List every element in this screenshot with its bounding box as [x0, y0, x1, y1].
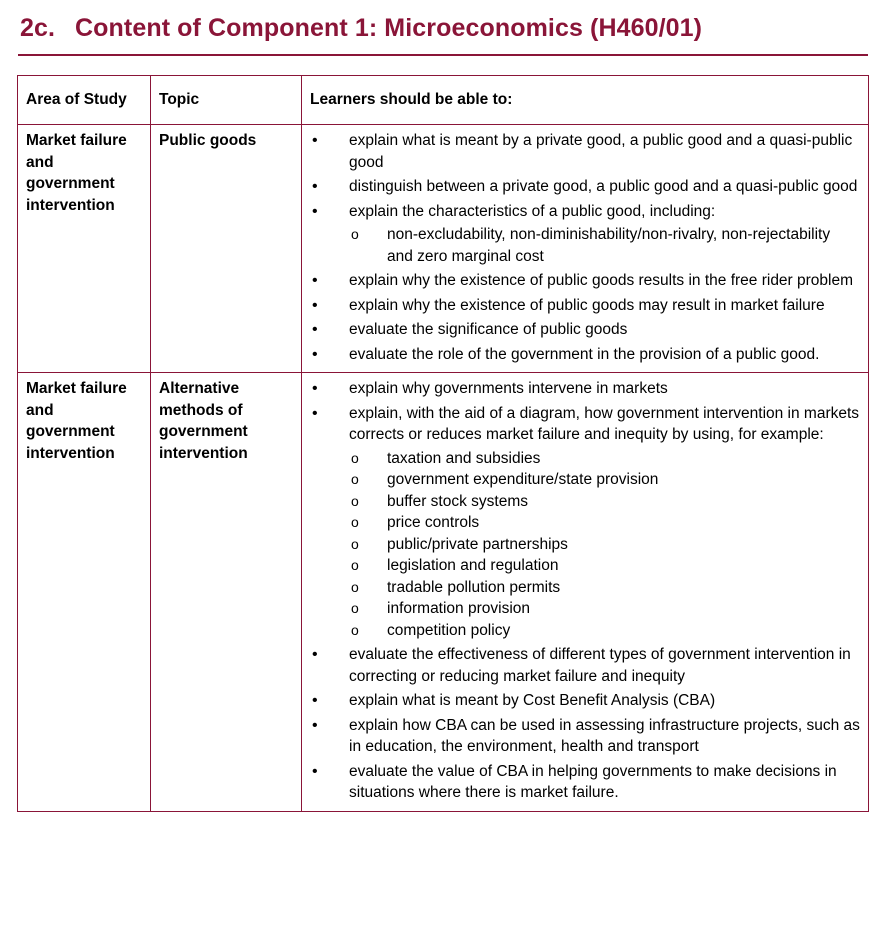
- section-title: Content of Component 1: Microeconomics (H460/01): [75, 14, 703, 42]
- outcome-list: [302, 378, 860, 804]
- header-topic: Topic: [151, 76, 302, 125]
- sub-list-item: o buffer stock systems: [302, 491, 860, 513]
- sub-list: [302, 448, 860, 642]
- sub-list-wrapper: [302, 224, 860, 267]
- list-item: • evaluate the significance of public goods: [302, 319, 860, 341]
- area-of-study-cell: Market failure and government intervention: [18, 373, 151, 812]
- sub-list-item: o government expenditure/state provision: [302, 469, 860, 491]
- sub-list-item: o non-excludability, non-diminishability/non-rivalry, non-rejectability and zero marginal cost: [302, 224, 860, 267]
- list-item-text: explain the characteristics of a public good, including:: [349, 202, 716, 220]
- sub-list-item: o public/private partnerships: [302, 534, 860, 556]
- topic-cell: Alternative methods of government intervention: [151, 373, 302, 812]
- sub-list-item: o information provision: [302, 598, 860, 620]
- outcome-list: [302, 130, 860, 365]
- list-item: • explain what is meant by Cost Benefit Analysis (CBA): [302, 690, 860, 712]
- list-item: [302, 201, 860, 223]
- list-item: • explain why governments intervene in markets: [302, 378, 860, 400]
- content-table: [17, 75, 869, 812]
- sub-list-wrapper: [302, 448, 860, 642]
- header-row: [18, 76, 869, 125]
- header-learners: Learners should be able to:: [302, 76, 869, 125]
- list-item: • distinguish between a private good, a public good and a quasi-public good: [302, 176, 860, 198]
- topic-cell: Public goods: [151, 125, 302, 373]
- list-item-text: explain, with the aid of a diagram, how government intervention in markets corrects or reduces market failure and inequity by using, for example:: [349, 404, 860, 443]
- list-item: [302, 403, 860, 446]
- heading-rule: [18, 54, 868, 56]
- list-item: • explain why the existence of public goods may result in market failure: [302, 295, 860, 317]
- sub-list-item: o legislation and regulation: [302, 555, 860, 577]
- list-item: • evaluate the role of the government in the provision of a public good.: [302, 344, 860, 366]
- section-heading: [20, 14, 702, 43]
- learning-outcomes-cell: [302, 125, 869, 373]
- header-area-of-study: Area of Study: [18, 76, 151, 125]
- list-item: • evaluate the effectiveness of different types of government intervention in correcting or reducing market failure and inequity: [302, 644, 860, 687]
- list-item: • evaluate the value of CBA in helping governments to make decisions in situations where there is market failure.: [302, 761, 860, 804]
- sub-list-item: o taxation and subsidies: [302, 448, 860, 470]
- sub-list-item: o competition policy: [302, 620, 860, 642]
- table-row: [18, 125, 869, 373]
- table-row: [18, 373, 869, 812]
- section-number: 2c.: [20, 14, 56, 42]
- list-item: • explain why the existence of public goods results in the free rider problem: [302, 270, 860, 292]
- sub-list-item: o price controls: [302, 512, 860, 534]
- list-item: • explain how CBA can be used in assessing infrastructure projects, such as in education, the environment, health and transport: [302, 715, 860, 758]
- area-of-study-cell: Market failure and government intervention: [18, 125, 151, 373]
- sub-list: [302, 224, 860, 267]
- learning-outcomes-cell: [302, 373, 869, 812]
- list-item: • explain what is meant by a private good, a public good and a quasi-public good: [302, 130, 860, 173]
- sub-list-item: o tradable pollution permits: [302, 577, 860, 599]
